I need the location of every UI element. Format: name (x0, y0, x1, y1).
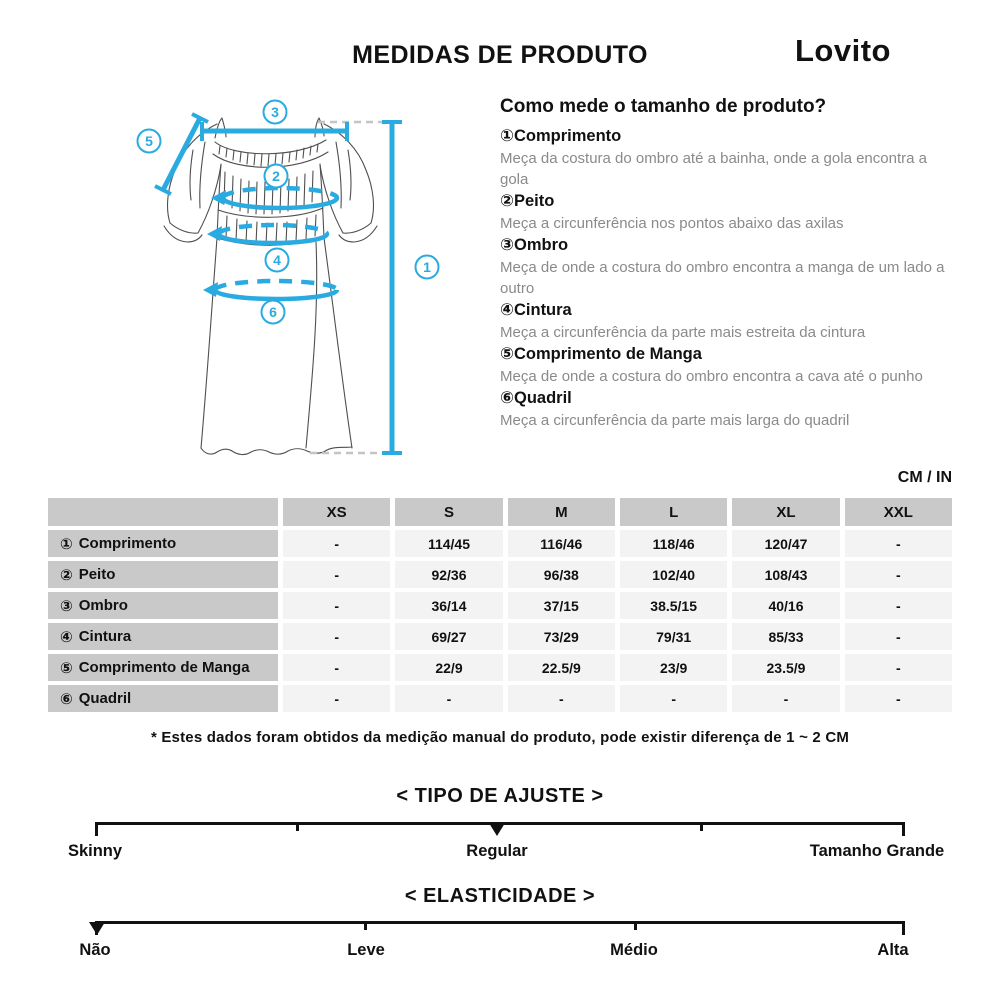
row-label-peito: ② Peito (48, 561, 278, 588)
guide-item-comprimento-de-manga (500, 343, 956, 387)
page-title: MEDIDAS DE PRODUTO (352, 41, 648, 69)
table-header-xl: XL (732, 498, 839, 526)
dress-measurement-diagram (105, 80, 465, 470)
table-cell: 96/38 (508, 561, 615, 588)
table-cell: 79/31 (620, 623, 727, 650)
guide-item-ombro (500, 234, 956, 299)
elasticity-label-alta: Alta (877, 941, 909, 959)
guide-item-desc: Meça a circunferência da parte mais estreita da cintura (500, 324, 866, 341)
table-cell: 120/47 (732, 530, 839, 557)
table-header-s: S (395, 498, 502, 526)
table-cell: - (845, 685, 952, 712)
measure-guide (500, 96, 956, 431)
table-cell: - (845, 530, 952, 557)
row-label-comprimento-de-manga: ⑤ Comprimento de Manga (48, 654, 278, 681)
row-label-ombro: ③ Ombro (48, 592, 278, 619)
table-cell: - (395, 685, 502, 712)
callout-6-number: 6 (269, 304, 277, 320)
fit-scale-tick-start (95, 822, 98, 836)
table-cell: 108/43 (732, 561, 839, 588)
row-label-cintura: ④ Cintura (48, 623, 278, 650)
guide-item-number: ② (500, 192, 514, 210)
measurement-footnote: * Estes dados foram obtidos da medição manual do produto, pode existir diferença de 1 ~ 2 CM (150, 729, 850, 746)
guide-item-peito (500, 190, 956, 234)
size-table (48, 498, 952, 712)
guide-item-cintura (500, 299, 956, 343)
table-cell: 23.5/9 (732, 654, 839, 681)
table-header-xs: XS (283, 498, 390, 526)
table-cell: - (845, 561, 952, 588)
elasticity-label-leve: Leve (347, 941, 385, 959)
table-cell: - (283, 592, 390, 619)
callout-3-number: 3 (271, 104, 279, 120)
table-cell: 36/14 (395, 592, 502, 619)
guide-item-label: Comprimento de Manga (513, 345, 702, 363)
guide-item-label: Cintura (513, 301, 572, 319)
table-cell: - (845, 623, 952, 650)
table-cell: 73/29 (508, 623, 615, 650)
elasticity-label-nao: Não (79, 941, 111, 959)
fit-label-skinny: Skinny (67, 842, 123, 860)
table-header-xxl: XXL (845, 498, 952, 526)
elasticity-label-medio: Médio (610, 941, 658, 959)
table-cell: 69/27 (395, 623, 502, 650)
table-cell: 118/46 (620, 530, 727, 557)
guide-item-number: ① (500, 127, 514, 145)
fit-label-tamanho-grande: Tamanho Grande (809, 842, 945, 860)
row-label-comprimento: ① Comprimento (48, 530, 278, 557)
brand-logo: Lovito (795, 33, 891, 68)
table-cell: - (283, 685, 390, 712)
fit-scale-title: < TIPO DE AJUSTE > (396, 785, 604, 807)
guide-item-number: ③ (500, 236, 514, 254)
callout-5-number: 5 (145, 133, 153, 149)
elasticity-scale-tick-end (902, 921, 905, 935)
table-header-l: L (620, 498, 727, 526)
table-cell: 40/16 (732, 592, 839, 619)
guide-item-number: ④ (500, 301, 514, 319)
table-cell: 116/46 (508, 530, 615, 557)
table-header-m: M (508, 498, 615, 526)
guide-item-desc: Meça a circunferência da parte mais larga do quadril (500, 412, 850, 429)
guide-item-comprimento (500, 125, 956, 190)
fit-scale-marker (489, 823, 505, 836)
guide-item-quadril (500, 387, 956, 431)
guide-item-desc: Meça de onde a costura do ombro encontra a cava até o punho (500, 368, 923, 385)
guide-item-label: Comprimento (513, 127, 622, 145)
table-cell: 85/33 (732, 623, 839, 650)
guide-item-number: ⑥ (500, 389, 514, 407)
callout-1-number: 1 (423, 259, 431, 275)
table-cell: 22/9 (395, 654, 502, 681)
table-cell: 102/40 (620, 561, 727, 588)
table-cell: - (283, 654, 390, 681)
row-label-quadril: ⑥ Quadril (48, 685, 278, 712)
table-cell: - (732, 685, 839, 712)
table-cell: 37/15 (508, 592, 615, 619)
fit-scale-tick-end (902, 822, 905, 836)
table-cell: - (283, 530, 390, 557)
elasticity-scale-track (95, 921, 905, 924)
guide-item-desc: Meça da costura do ombro até a bainha, onde a gola encontra a gola (500, 150, 927, 188)
table-cell: 23/9 (620, 654, 727, 681)
callout-4-number: 4 (273, 252, 281, 268)
guide-item-label: Peito (513, 192, 555, 210)
table-cell: - (845, 654, 952, 681)
guide-item-label: Quadril (513, 389, 572, 407)
table-cell: 22.5/9 (508, 654, 615, 681)
fit-scale-tick-quarter (296, 822, 299, 831)
table-cell: - (283, 561, 390, 588)
guide-heading: Como mede o tamanho de produto? (500, 96, 827, 117)
fit-label-regular: Regular (466, 842, 528, 860)
guide-item-desc: Meça de onde a costura do ombro encontra a manga de um lado a outro (500, 259, 945, 297)
guide-item-number: ⑤ (500, 345, 514, 363)
elasticity-scale-tick-third (364, 921, 367, 930)
callout-2-number: 2 (272, 168, 280, 184)
table-cell: - (508, 685, 615, 712)
guide-item-desc: Meça a circunferência nos pontos abaixo das axilas (500, 215, 844, 232)
table-cell: - (845, 592, 952, 619)
elasticity-scale-tick-twothird (634, 921, 637, 930)
table-cell: - (283, 623, 390, 650)
guide-item-label: Ombro (513, 236, 569, 254)
table-header-empty (48, 498, 278, 526)
fit-scale-tick-threequarter (700, 822, 703, 831)
table-cell: 114/45 (395, 530, 502, 557)
unit-label: CM / IN (897, 469, 952, 486)
table-cell: 38.5/15 (620, 592, 727, 619)
table-cell: - (620, 685, 727, 712)
elasticity-scale-title: < ELASTICIDADE > (404, 885, 596, 907)
table-cell: 92/36 (395, 561, 502, 588)
elasticity-scale-marker (89, 922, 105, 935)
